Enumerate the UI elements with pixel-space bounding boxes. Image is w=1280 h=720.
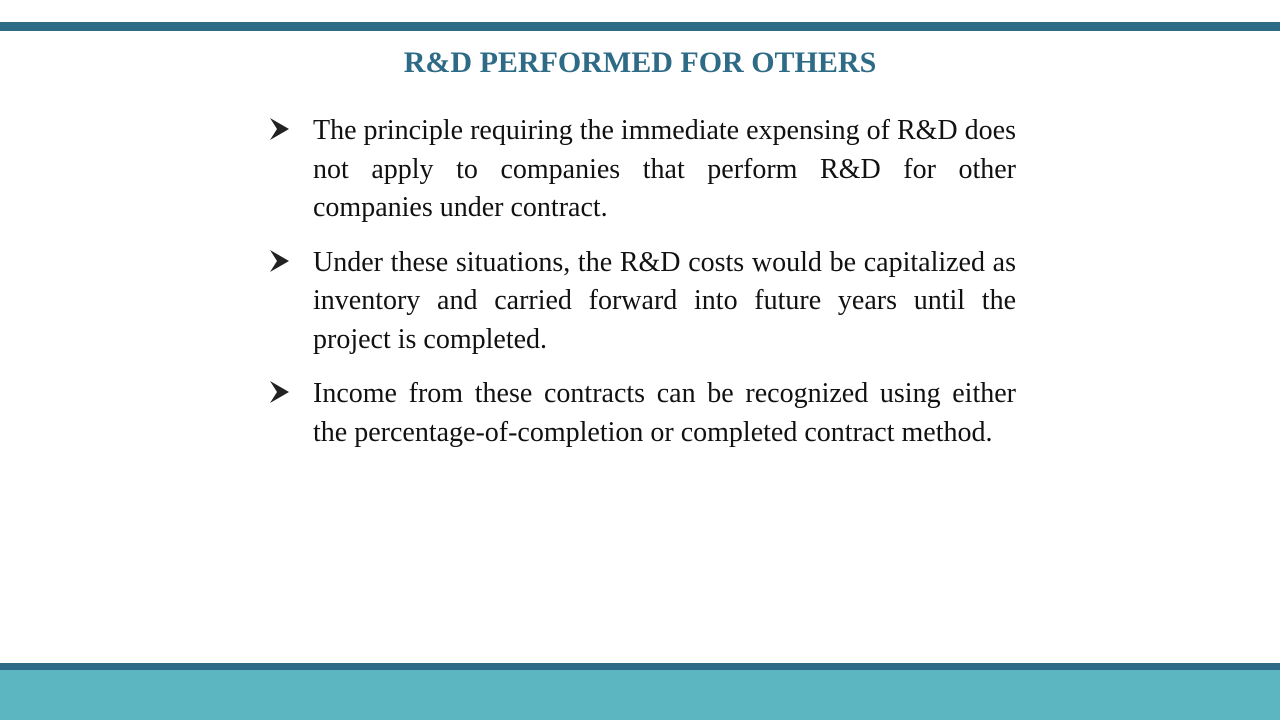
top-accent-bar bbox=[0, 22, 1280, 31]
bullet-item bbox=[268, 244, 1016, 360]
bullet-text: Under these situations, the R&D costs would be capitalized as inventory and carried forward into future years until the project is completed. bbox=[313, 246, 1016, 355]
bullet-list bbox=[268, 112, 1016, 468]
arrow-bullet-icon bbox=[268, 116, 290, 142]
arrow-bullet-icon bbox=[268, 379, 290, 405]
bullet-item bbox=[268, 112, 1016, 228]
bullet-text: Income from these contracts can be recognized using either the percentage-of-completion or completed contract method. bbox=[313, 378, 1016, 448]
arrow-bullet-icon bbox=[268, 248, 290, 274]
footer-accent-line bbox=[0, 663, 1280, 670]
bullet-text: The principle requiring the immediate expensing of R&D does not apply to companies that perform R&D for other companies under contract. bbox=[313, 115, 1016, 223]
bullet-item bbox=[268, 375, 1016, 452]
footer-band bbox=[0, 670, 1280, 720]
slide-title: R&D PERFORMED FOR OTHERS bbox=[403, 46, 877, 79]
